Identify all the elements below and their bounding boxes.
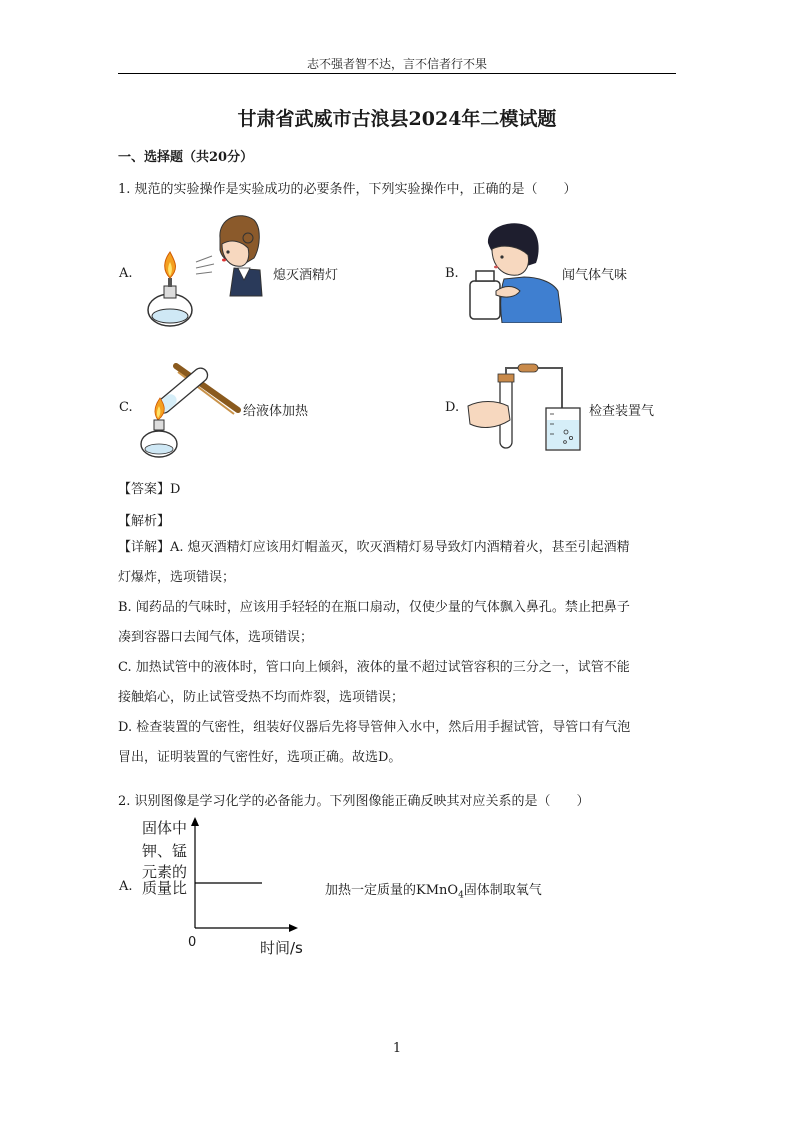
caption-text: 固体制取氧气	[463, 883, 542, 898]
option-d-letter: D.	[445, 400, 460, 415]
explanation-line: C. 加热试管中的液体时，管口向上倾斜，液体的量不超过试管容积的三分之一，试管不能	[118, 660, 630, 675]
option-c-caption: 给液体加热	[243, 404, 309, 419]
origin-label: 0	[188, 935, 197, 950]
option-c-letter: C.	[119, 400, 133, 415]
option-a-caption: 熄灭酒精灯	[273, 268, 339, 283]
airtightness-check-illustration	[466, 362, 586, 454]
q1-stem: 1. 规范的实验操作是实验成功的必要条件，下列实验操作中，正确的是（ ）	[118, 182, 577, 197]
option-b-letter: B.	[445, 266, 459, 281]
q2-option-a-letter: A.	[119, 879, 133, 894]
smell-gas-illustration	[466, 219, 562, 323]
q1-explanation	[118, 533, 630, 773]
explanation-line: B. 闻药品的气味时，应该用手轻轻的在瓶口扇动，仅使少量的气体飘入鼻孔。禁止把鼻子	[118, 600, 630, 615]
option-a-letter: A.	[119, 266, 133, 281]
explanation-line: D. 检查装置的气密性，组装好仪器后先将导管伸入水中，然后用手握试管，导管口有气泡	[118, 720, 631, 735]
header-rule	[118, 73, 676, 74]
extinguish-lamp-illustration	[138, 208, 263, 332]
y-axis-arrow	[191, 817, 199, 826]
caption-subscript: 4	[458, 890, 464, 901]
option-d-caption: 检查装置气	[589, 404, 655, 419]
y-axis-label-line: 质量比	[142, 879, 188, 897]
y-axis-label-line: 固体中	[142, 819, 188, 837]
explanation-line: 凑到容器口去闻气体，选项错误；	[118, 630, 314, 645]
explanation-line: 【详解】A. 熄灭酒精灯应该用灯帽盖灭，吹灭酒精灯易导致灯内酒精着火，甚至引起酒精	[118, 540, 630, 555]
explanation-line: 冒出，证明装置的气密性好，选项正确。故选D。	[118, 750, 402, 765]
page-number: 1	[392, 1041, 402, 1056]
explanation-line: 接触焰心，防止试管受热不均而炸裂，选项错误；	[118, 690, 405, 705]
page-title: 甘肃省武威市古浪县2024年二模试题	[237, 108, 557, 130]
section-heading: 一、选择题（共20分）	[118, 150, 254, 165]
x-axis-label: 时间/s	[260, 939, 303, 957]
q1-answer: 【答案】D	[118, 482, 181, 497]
q2-option-a-chart	[138, 815, 318, 960]
caption-text: 加热一定质量的KMnO	[325, 883, 459, 898]
y-axis-label-line: 钾、锰	[142, 842, 188, 860]
x-axis-arrow	[289, 924, 298, 932]
q2-option-a-caption	[325, 879, 542, 901]
header-motto: 志不强者智不达，言不信者行不果	[306, 57, 487, 71]
q1-analysis-label: 【解析】	[118, 514, 171, 529]
explanation-line: 灯爆炸，选项错误；	[118, 570, 236, 585]
y-axis-label-line: 元素的	[142, 863, 188, 881]
q2-stem: 2. 识别图像是学习化学的必备能力。下列图像能正确反映其对应关系的是（ ）	[118, 794, 590, 809]
option-b-caption: 闻气体气味	[562, 268, 628, 283]
heat-liquid-illustration	[138, 358, 242, 460]
